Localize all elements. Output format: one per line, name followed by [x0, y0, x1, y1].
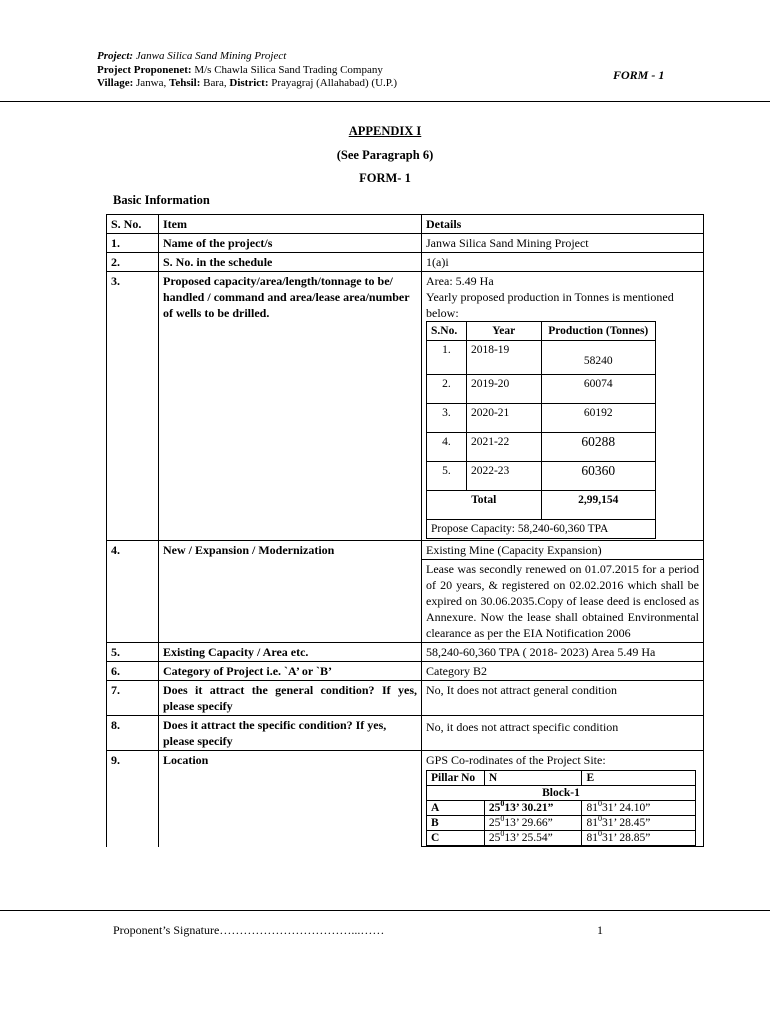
- production-row: 2. 2019-20 60074: [427, 375, 656, 404]
- production-row: 5. 2022-23 60360: [427, 462, 656, 491]
- table-row: 9. Location GPS Co-rodinates of the Project Site: Pillar No N E Block-1 A $25^013$’ 30.21” $81^031$’ 24.10” B $25^013$’ 29.66” $81^031$’ 28.45” C $25^013$’ 25.54” $81^031$’ 28.85”: [107, 751, 704, 847]
- project-line: Project: Janwa Silica Sand Mining Project: [97, 50, 287, 62]
- basic-info-table: [106, 214, 704, 847]
- gps-point-row: C $25^013$’ 25.54” $81^031$’ 28.85”: [427, 831, 696, 846]
- gps-header-row: Pillar No N E: [427, 771, 696, 786]
- appendix-title: APPENDIX I: [348, 124, 422, 138]
- table-row: 1. Name of the project/s Janwa Silica Sand Mining Project: [107, 234, 704, 253]
- table-row: 4. New / Expansion / Modernization Existing Mine (Capacity Expansion): [107, 541, 704, 560]
- page-number: 1: [597, 923, 603, 937]
- proponent-signature: Proponent’s Signature……………………………...……: [113, 923, 385, 937]
- table-row: 3. Proposed capacity/area/length/tonnage to be/ handled / command and area/lease area/number of wells to be drilled. Area: 5.49 Ha Yearly proposed production in Tonnes is mentioned below: S.No. Year Production (Tonnes) 1. 2018-19 58240 2. 2019-20 60074 3. 2020-21 60192 4. 2021-22 60288 5. 2022-23 60360 Total 2,99,154 Propose Capacity: 58,240-60,360 TPA: [107, 272, 704, 541]
- col-header-sno: S. No.: [107, 215, 159, 234]
- table-header-row: [107, 215, 704, 234]
- proponent-line: Project Proponenet: M/s Chawla Silica Sand Trading Company: [97, 63, 383, 76]
- table-row: 6. Category of Project i.e. `A’ or `B’ Category B2: [107, 662, 704, 681]
- col-header-details: Details: [422, 215, 704, 234]
- location-details: GPS Co-rodinates of the Project Site: Pillar No N E Block-1 A $25^013$’ 30.21” $81^031$’ 24.10” B $25^013$’ 29.66” $81^031$’ 28.45” C $25^013$’ 25.54” $81^031$’ 28.85”: [422, 751, 704, 847]
- header-divider: [0, 101, 770, 102]
- production-row: 3. 2020-21 60192: [427, 404, 656, 433]
- production-capacity-row: Propose Capacity: 58,240-60,360 TPA: [427, 520, 656, 539]
- table-row: 2. S. No. in the schedule 1(a)i: [107, 253, 704, 272]
- gps-point-row: B $25^013$’ 29.66” $81^031$’ 28.45”: [427, 816, 696, 831]
- table-row: 5. Existing Capacity / Area etc. 58,240-60,360 TPA ( 2018- 2023) Area 5.49 Ha: [107, 643, 704, 662]
- form-tag: FORM - 1: [613, 68, 665, 82]
- page-header: [97, 50, 697, 91]
- capacity-details: Area: 5.49 Ha Yearly proposed production in Tonnes is mentioned below: S.No. Year Production (Tonnes) 1. 2018-19 58240 2. 2019-20 60074 3. 2020-21 60192 4. 2021-22 60288 5. 2022-23 60360 Total 2,99,154 Propose Capacity: 58,240-60,360 TPA: [422, 272, 704, 541]
- table-row: Lease was secondly renewed on 01.07.2015 for a period of 20 years, & registered on 02.02.2016 which shall be expired on 30.06.2035.Copy of lease deed is enclosed as Annexure. Now the lease shall obtained Environmental clearance as per the EIA Notification 2006: [107, 560, 704, 643]
- production-total-row: Total 2,99,154: [427, 491, 656, 520]
- location-line: Village: Janwa, Tehsil: Bara, District: Prayagraj (Allahabad) (U.P.): [97, 77, 398, 89]
- footer-divider: [0, 910, 770, 911]
- basic-info-heading: Basic Information: [113, 193, 210, 207]
- production-row: 4. 2021-22 60288: [427, 433, 656, 462]
- gps-block-row: Block-1: [427, 786, 696, 801]
- table-row: 8. Does it attract the specific condition? If yes, please specify No, it does not attract specific condition: [107, 716, 704, 751]
- production-row: 1. 2018-19 58240: [427, 341, 656, 375]
- form-title: FORM- 1: [359, 171, 411, 185]
- production-table: [426, 321, 656, 539]
- gps-table: [426, 770, 696, 846]
- paragraph-ref: (See Paragraph 6): [336, 148, 434, 162]
- gps-point-row: A $25^013$’ 30.21” $81^031$’ 24.10”: [427, 801, 696, 816]
- table-row: 7. Does it attract the general condition? If yes, please specify No, It does not attract general condition: [107, 681, 704, 716]
- production-header-row: S.No. Year Production (Tonnes): [427, 322, 656, 341]
- col-header-item: Item: [159, 215, 422, 234]
